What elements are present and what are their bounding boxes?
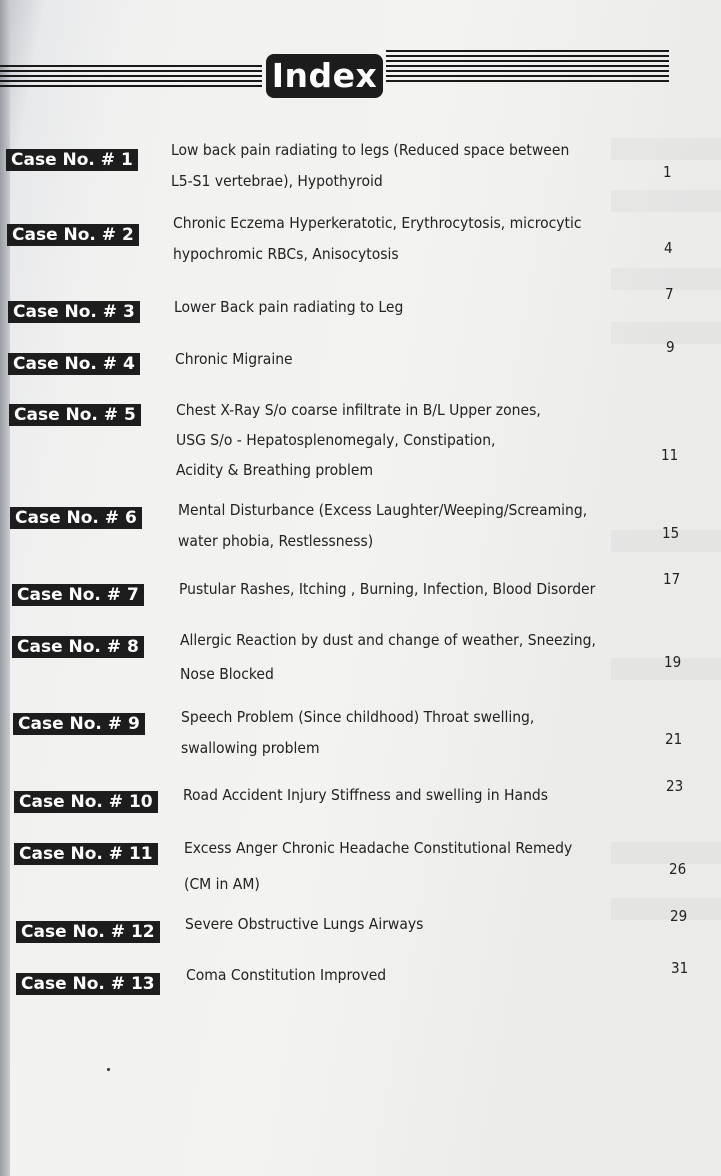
- page-speck: [107, 1068, 110, 1071]
- description-line: Lower Back pain radiating to Leg: [174, 298, 404, 316]
- case-description: [173, 208, 582, 270]
- description-line: Pustular Rashes, Itching , Burning, Infection, Blood Disorder: [179, 580, 596, 598]
- case-description: [180, 623, 596, 691]
- case-description: [171, 135, 569, 197]
- page-number: 23: [666, 777, 684, 795]
- description-line: Low back pain radiating to legs (Reduced space between: [171, 141, 570, 159]
- page-number: 21: [665, 730, 683, 748]
- case-number-label: Case No. # 5: [9, 404, 141, 426]
- case-number-label: Case No. # 2: [7, 224, 139, 246]
- page-number: 4: [664, 239, 673, 257]
- description-line: (CM in AM): [184, 875, 260, 893]
- case-description: [185, 909, 423, 940]
- case-description: [184, 830, 572, 902]
- case-description: [176, 395, 541, 485]
- case-number-label: Case No. # 4: [8, 353, 140, 375]
- description-line: hypochromic RBCs, Anisocytosis: [173, 245, 399, 263]
- description-line: Nose Blocked: [180, 665, 274, 683]
- page-number: 19: [664, 653, 682, 671]
- case-description: [186, 960, 386, 991]
- case-description: [179, 574, 595, 605]
- case-description: [183, 780, 548, 811]
- case-number-label: Case No. # 9: [13, 713, 145, 735]
- case-number-label: Case No. # 3: [8, 301, 140, 323]
- description-line: water phobia, Restlessness): [178, 532, 374, 550]
- case-number-label: Case No. # 10: [14, 791, 158, 813]
- case-number-label: Case No. # 11: [14, 843, 158, 865]
- description-line: Mental Disturbance (Excess Laughter/Weeping/Screaming,: [178, 501, 588, 519]
- case-number-label: Case No. # 8: [12, 636, 144, 658]
- description-line: Road Accident Injury Stiffness and swelling in Hands: [183, 786, 549, 804]
- page-number: 15: [662, 524, 680, 542]
- description-line: Allergic Reaction by dust and change of weather, Sneezing,: [180, 631, 596, 649]
- description-line: Speech Problem (Since childhood) Throat swelling,: [181, 708, 535, 726]
- description-line: Coma Constitution Improved: [186, 966, 387, 984]
- case-number-label: Case No. # 1: [6, 149, 138, 171]
- page-number: 1: [663, 163, 672, 181]
- page-number: 26: [669, 860, 687, 878]
- case-description: [174, 292, 403, 323]
- page-number: 11: [661, 446, 679, 464]
- page-number: 29: [670, 907, 688, 925]
- description-line: swallowing problem: [181, 739, 320, 757]
- description-line: Chronic Eczema Hyperkeratotic, Erythrocytosis, microcytic: [173, 214, 582, 232]
- description-line: Excess Anger Chronic Headache Constitutional Remedy: [184, 839, 573, 857]
- description-line: USG S/o - Hepatosplenomegaly, Constipation,: [176, 431, 496, 449]
- case-description: [181, 702, 534, 764]
- case-number-label: Case No. # 13: [16, 973, 160, 995]
- case-number-label: Case No. # 7: [12, 584, 144, 606]
- description-line: Acidity & Breathing problem: [176, 461, 374, 479]
- page-number: 17: [663, 570, 681, 588]
- page-number: 9: [666, 338, 675, 356]
- case-description: [175, 344, 293, 375]
- page-number: 31: [671, 959, 689, 977]
- description-line: Chronic Migraine: [175, 350, 293, 368]
- case-number-label: Case No. # 12: [16, 921, 160, 943]
- case-number-label: Case No. # 6: [10, 507, 142, 529]
- case-description: [178, 495, 587, 557]
- description-line: Chest X-Ray S/o coarse infiltrate in B/L Upper zones,: [176, 401, 541, 419]
- description-line: L5-S1 vertebrae), Hypothyroid: [171, 172, 383, 190]
- page-title: Index: [266, 54, 383, 98]
- page-number: 7: [665, 285, 674, 303]
- description-line: Severe Obstructive Lungs Airways: [185, 915, 424, 933]
